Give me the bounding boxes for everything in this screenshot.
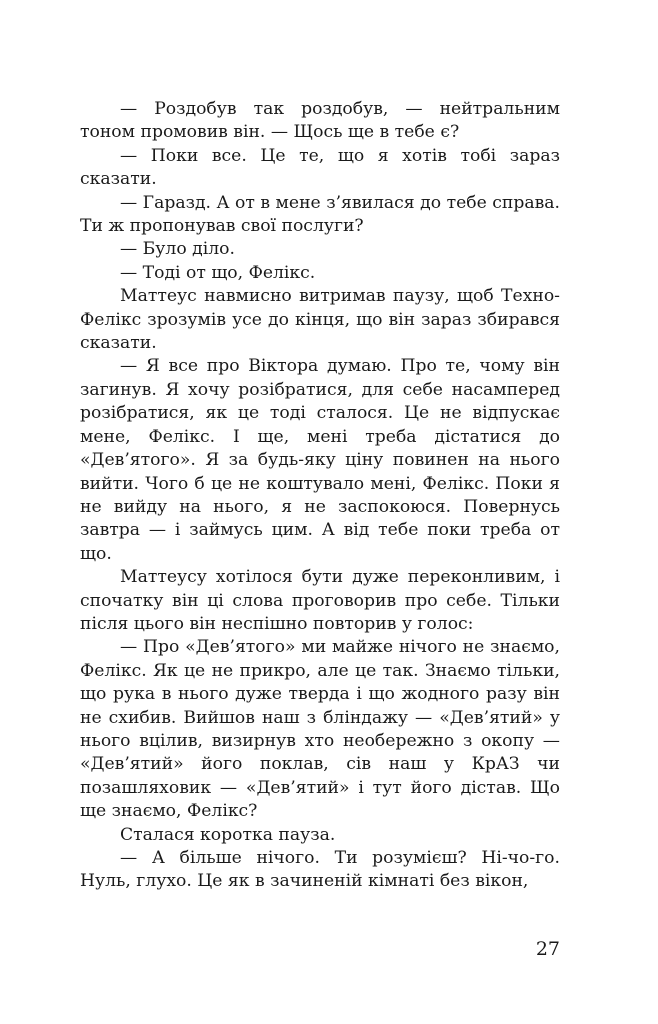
paragraph: Маттеусу хотілося бути дуже переконливим, і спочатку він ці слова проговорив про себе. Тільки після цього він неспішно повторив у голос: [80, 567, 560, 634]
paragraph: — Про «Дев’ятого» ми майже нічого не знаємо, Фелікс. Як це не прикро, але це так. Знаємо тільки, що рука в нього дуже тверда і що жодного разу він не схибив. Вийшов наш з бліндажу — «Дев’ятий» у нього вцілив, визирнув хто необережно з окопу — «Дев’ятий» його поклав, сів наш у КрАЗ чи позашляховик — «Дев’ятий» і тут його дістав. Що ще знаємо, Фелікс? [80, 637, 560, 822]
body-text [80, 98, 560, 894]
paragraph: — Роздобув так роздобув, — нейтральним тоном промовив він. — Щось ще в тебе є? [80, 99, 560, 143]
paragraph: — Тоді от що, Фелікс. [120, 262, 316, 283]
paragraph: Сталася коротка пауза. [120, 824, 336, 845]
paragraph: — Гаразд. А от в мене з’явилася до тебе справа. Ти ж пропонував свої послуги? [80, 192, 560, 237]
paragraph: — А більше нічого. Ти розумієш? Ні-чо-го. Нуль, глухо. Це як в зачиненій кімнаті без вікон, [80, 848, 560, 892]
paragraph: — Поки все. Це те, що я хотів тобі зараз сказати. [80, 145, 560, 190]
paragraph: — Було діло. [120, 239, 235, 260]
paragraph: — Я все про Віктора думаю. Про те, чому він загинув. Я хочу розібратися, для себе насамперед розібратися, як це тоді сталося. Це не відпускає мене, Фелікс. І ще, мені треба дістатися до «Дев’ятого». Я за будь-яку ціну повинен на нього вийти. Чого б це не коштувало мені, Фелікс. Поки я не вийду на нього, я не заспокоюся. Повернусь завтра — і займусь цим. А від тебе поки треба от що. [80, 356, 560, 564]
page-number: 27 [535, 938, 560, 960]
paragraph: Маттеус навмисно витримав паузу, щоб Техно-Фелікс зрозумів усе до кінця, що він зараз збирався сказати. [80, 286, 560, 354]
